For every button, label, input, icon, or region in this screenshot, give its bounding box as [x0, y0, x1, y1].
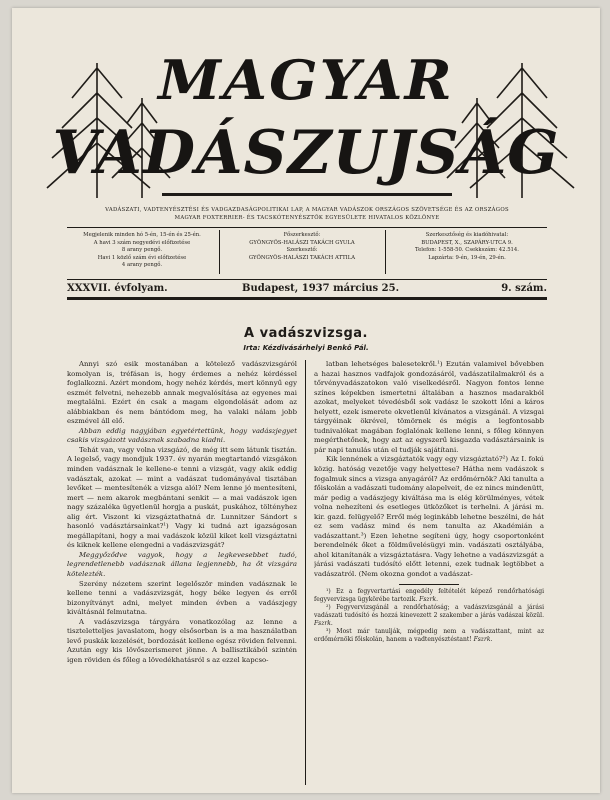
divider [219, 230, 220, 274]
subtitle-line: MAGYAR FOXTERRIER- ÉS TACSKÓTENYÉSZTŐK EGYESÜLETE HIVATALOS KÖZLÖNYE [174, 215, 440, 221]
footnote-text: ³) Most már tanulják, mégpedig nem a vadászattant, mint az erdőmérnöki főiskolán, hanem a vadtenyésztéstant! [314, 627, 544, 643]
divider [67, 227, 547, 228]
info-line: Havi 1 közlő szám évi előfizetése [97, 254, 187, 261]
info-line: Lapzárta: 9-én, 19-én, 29-én. [428, 254, 506, 261]
publication-info [67, 230, 547, 276]
issue-date: Budapest, 1937 március 25. [242, 283, 400, 294]
footnote [314, 588, 544, 604]
issue-line [67, 283, 547, 297]
info-line: Telefon: 1-558-50. Csekkszám: 42.514. [415, 247, 519, 254]
article-column-left [67, 360, 297, 790]
info-line: GYÖNGYÖS-HALÁSZI TAKÁCH ATTILA [248, 254, 356, 261]
column-divider [305, 360, 306, 785]
subscription-info [67, 232, 217, 270]
divider [67, 279, 547, 280]
volume-label: XXXVII. évfolyam. [67, 283, 168, 294]
divider [385, 230, 386, 274]
subtitle-line: VADÁSZATI, VADTENYÉSZTÉSI ÉS VADGAZDASÁGPOLITIKAI LAP, A MAGYAR VADÁSZOK ORSZÁGOS SZÖVETSÉGE ÉS AZ ORSZÁGOS [105, 207, 509, 213]
paragraph: Kik lennének a vizsgáztatók vagy egy vizsgáztató?²) Az I. fokú közig. hatóság vezetője vagy helyettese? Hátha nem vadászok s fogalmuk sincs a vizsga anyagáról? Az erdőmérnök? Aki tanulta a főiskolán a vadászati tudomány alapelveit, de ez nincs mindenütt, már pedig a vadászjegy kiváltása ma is elég körülményes, vétek volna nehezíteni és esetleges ütközőket is terhelni. A járási m. kir. gazd. felügyelő? Erről még leginkább lehetne beszélni, de hát ez sem vadász mind és nem tanulta az Akadémián a vadászattant.³) Ezen lehetne segíteni úgy, hogy csoportonként berendelnék őket a földművelésügyi min. vadászati osztályába, ahol kitanítanák a vizsgáztatásra. Vagy lehetne a vadászvizsgát a járási vadászati tudósító előtt letenni, ezek tudnak legtöbbet a vadászatról. (Nem okozna gondot a vadászat- [314, 455, 544, 579]
footnote-signature: Fszrk. [419, 595, 438, 603]
footnote [314, 604, 544, 628]
paragraph: A vadászvizsga tárgyára vonatkozólag az lenne a tiszteletteljes javaslatom, hogy elsősorban is a ma használatban levő puskák kezelését, bordozását kellene egész röviden felvenni. Azután egy kis lövőszerismeret jönne. A ballisztikából szintén igen röviden és főleg a lövedékhatásról s az ezzel kapcso- [67, 617, 297, 664]
paragraph: Meggyőződve vagyok, hogy a legkevesebbet tudó, legrendetlenebb vadásznak állana legjennebb, ha őt vizsgára kötelezték. [67, 550, 297, 579]
editors-info [222, 232, 382, 262]
info-line: Szerkesztő: [286, 247, 318, 254]
footnote [314, 628, 544, 644]
article-author: Irta: Kézdivásárhelyi Benkő Pál. [243, 344, 369, 352]
info-line: 8 arany pengő. [121, 247, 163, 254]
paragraph: Tehát van, vagy volna vizsgázó, de még itt sem látunk tisztán. A legelső, vagy mondjuk 1937. év nyarán megtartandó vizsgákon minden vadásznak le kellene-e tenni a vizsgát, vagy akik eddig vadásztak, azokat — mint a vadászat tudományával tisztában levőket — mentesítenék a vizsga alól? Nem lenne jó mentesíteni, mert — nem akarok megbántani senkit — a mai vadászok igen nagy százaléka ügyetlenül horgja a puskát, puskához, töltényhez alig ért. Viszont ki vizsgáztathatná dr. Lunnitzer Sándort s hasonló vadásztársainkat?¹) Vagy ki tudná azt igazságosan megállapítani, hogy a mai vadászok közül kiket kell vizsgáztatni és kiknek kellene elengedni a vadászvizsgát? [67, 445, 297, 550]
masthead-title-line2: VADÁSZUJSÁG [52, 118, 560, 188]
issue-number: 9. szám. [501, 283, 547, 294]
footnote-text: ²) Fegyvervizsgánál a rendőrhatóság; a vadászvizsgánál a járási vadászati tudósító és hozzá kinevezett 2 szakember a járás vadászai közül. [314, 603, 544, 619]
footnote-signature: Fszrk. [473, 635, 493, 643]
info-line: Megjelenik minden hó 5-én, 15-én és 25-én. [83, 232, 201, 238]
article-title: A vadászvizsga. [244, 326, 368, 341]
divider [67, 297, 547, 300]
info-line: A havi 3 szám negyedévi előfizetése [93, 239, 191, 246]
masthead [12, 8, 600, 203]
masthead-subtitle [72, 206, 542, 222]
office-info [387, 232, 547, 262]
info-line: Szerkesztőség és kiadóhivatal: [425, 232, 509, 238]
paragraph: Abban eddig nagyjában egyetértettünk, hogy vadászjegyet csakis vizsgázott vadásznak szabadna kiadni. [67, 426, 297, 445]
masthead-title-line1: MAGYAR [158, 48, 454, 112]
footnote-text: ¹) Ez a fegyvertartási engedély feltételét képező rendőrhatósági fegyvervizsga ügykörébe tartozik. [314, 587, 544, 603]
footnote-divider [399, 584, 459, 585]
newspaper-page [12, 8, 600, 793]
info-line: GYÖNGYÖS-HALÁSZI TAKÁCH GYULA [249, 239, 355, 246]
paragraph: Szerény nézetem szerint legelőször minden vadásznak le kellene tenni a vadászvizsgát, hogy béke legyen és erről bizonyítványt adni, melyet minden évben a vadászjegy kiváltásnál felmutatna. [67, 579, 297, 617]
info-line: BUDAPEST, X., SZAPÁRY-UTCA 9. [421, 239, 513, 246]
info-line: Főszerkesztő: [283, 232, 321, 238]
info-line: 4 arany pengő. [121, 262, 163, 269]
footnote-signature: Fszrk. [314, 619, 333, 627]
paragraph: latban lehetséges balesetekről.¹) Ezután valamivel bővebben a hazai hasznos vadfajok gondozásáról, vadászatilalmakról és a tőrvényvadászatokon való viselkedésről. Nagyon fontos lenne színes képekben ismertetni általában a hasznos madarakból azokat, melyeket tévedésből sok vadász le szokott lőni a káros helyett, ezek ismerete okvetlenül kívánatos a vizsgánál. A vizsgai tárgyéinak ökrével, tömörnek és mégis a legfontosabb tudnivalókat magában foglalónak kellene lenni, s főleg könnyen megérthetőnek, hogy azt az egyszerű kisgazda vadásztársaink is pár napi tanulás után el tudják sajátítani. [314, 360, 544, 454]
article-column-right [314, 360, 544, 790]
paragraph: Annyi szó esik mostanában a kötelező vadászvizsgáról komolyan is, tréfásan is, hogy érdemes a nehéz kérdéssel foglalkozni. Azért mondom, hogy nehéz kérdés, mert könnyű egy eszmét felvetni, nehezebb annak megvalósítása az egyenes mai megtalálni. Ezért én csak a magam elgondolását adom az alábbiakban és nem bántódom meg, ha valaki nálam jobb eszmével áll elő. [67, 360, 297, 426]
